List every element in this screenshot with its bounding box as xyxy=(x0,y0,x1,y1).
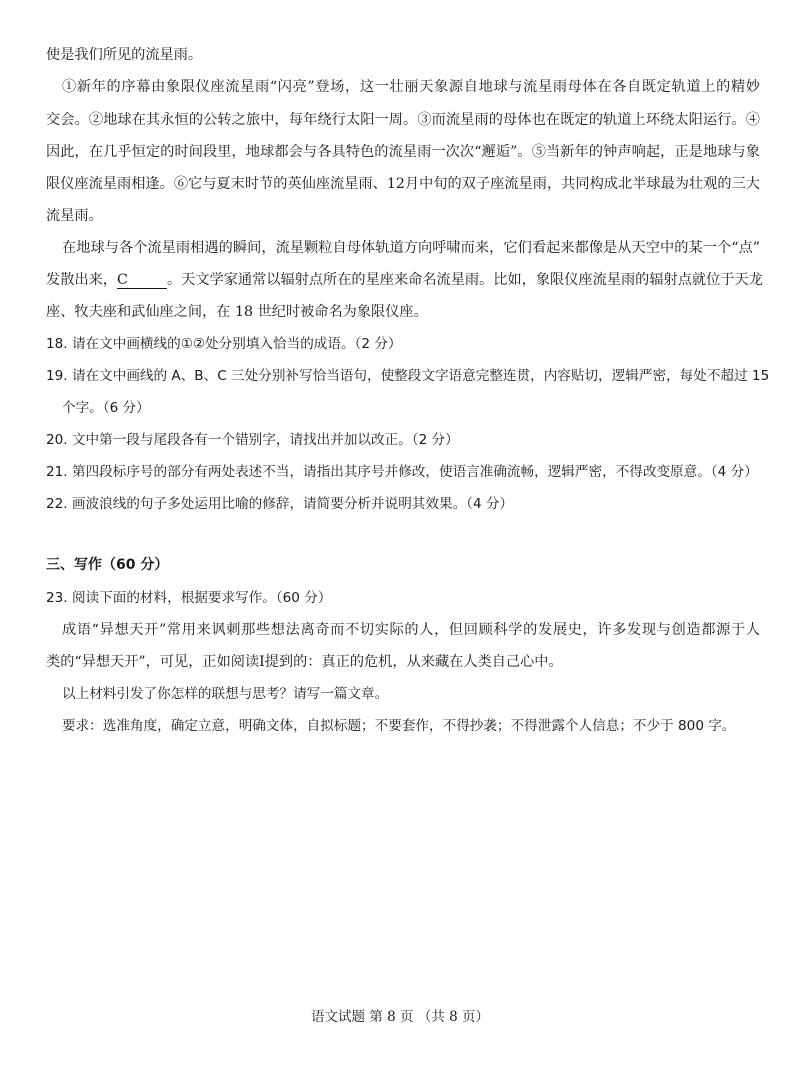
blank-c: C xyxy=(117,272,167,289)
question-20: 20. 文中第一段与尾段各有一个错别字，请找出并加以改正。（2 分） xyxy=(46,432,459,448)
para2-line-2-end: 。天文学家通常以辐射点所在的星座来命名流星雨。比如，象限仪座流星雨的辐射点就位于天龙 xyxy=(166,272,763,288)
top-line: 使是我们所见的流星雨。 xyxy=(46,47,203,63)
section-heading-writing: 三、写作（60 分） xyxy=(46,557,169,573)
para2-line-3: 座、牧夫座和武仙座之间，在 18 世纪时被命名为象限仪座。 xyxy=(46,304,428,320)
para2-line-2 xyxy=(46,270,763,290)
para1-line-3: 因此，在几乎恒定的时间段里，地球都会与各具特色的流星雨一次次“邂逅”。⑤当新年的钟声响起，正是地球与象 xyxy=(46,144,760,160)
question-19-line-1: 19. 请在文中画线的 A、B、C 三处分别补写恰当语句，使整段文字语意完整连贯，内容贴切，逻辑严密，每处不超过 15 xyxy=(46,368,770,384)
question-21: 21. 第四段标序号的部分有两处表述不当，请指出其序号并修改，使语言准确流畅，逻辑严密，不得改变原意。（4 分） xyxy=(46,464,758,480)
writing-requirements: 要求：选准角度，确定立意，明确文体，自拟标题；不要套作，不得抄袭；不得泄露个人信息；不少于 800 字。 xyxy=(62,718,736,734)
material-line-2: 类的“异想天开”，可见，正如阅读Ⅰ提到的：真正的危机，从来藏在人类自己心中。 xyxy=(46,654,563,670)
para1-line-5: 流星雨。 xyxy=(46,208,103,224)
para1-line-1: ①新年的序幕由象限仪座流星雨“闪亮”登场，这一壮丽天象源自地球与流星雨母体在各自既定轨道上的精妙 xyxy=(62,79,760,95)
question-22: 22. 画波浪线的句子多处运用比喻的修辞，请简要分析并说明其效果。（4 分） xyxy=(46,496,514,512)
question-19-line-2: 个字。（6 分） xyxy=(62,400,150,416)
question-18: 18. 请在文中画横线的①②处分别填入恰当的成语。（2 分） xyxy=(46,336,402,352)
material-line-1: 成语“异想天开”常用来讽刺那些想法离奇而不切实际的人，但回顾科学的发展史，许多发现与创造都源于人 xyxy=(62,622,760,638)
para2-line-1: 在地球与各个流星雨相遇的瞬间，流星颗粒自母体轨道方向呼啸而来，它们看起来都像是从天空中的某一个“点” xyxy=(62,240,760,256)
question-23: 23. 阅读下面的材料，根据要求写作。（60 分） xyxy=(46,590,332,606)
page-footer: 语文试题 第 8 页 （共 8 页） xyxy=(311,1009,489,1025)
para1-line-4: 限仪座流星雨相逢。⑥它与夏末时节的英仙座流星雨、12月中旬的双子座流星雨，共同构成北半球最为壮观的三大 xyxy=(46,176,760,192)
para2-line-2-start: 发散出来， xyxy=(46,272,117,288)
writing-prompt: 以上材料引发了你怎样的联想与思考？请写一篇文章。 xyxy=(62,686,389,702)
para1-line-2: 交会。②地球在其永恒的公转之旅中，每年绕行太阳一周。③而流星雨的母体也在既定的轨道上环绕太阳运行。④ xyxy=(46,112,760,128)
